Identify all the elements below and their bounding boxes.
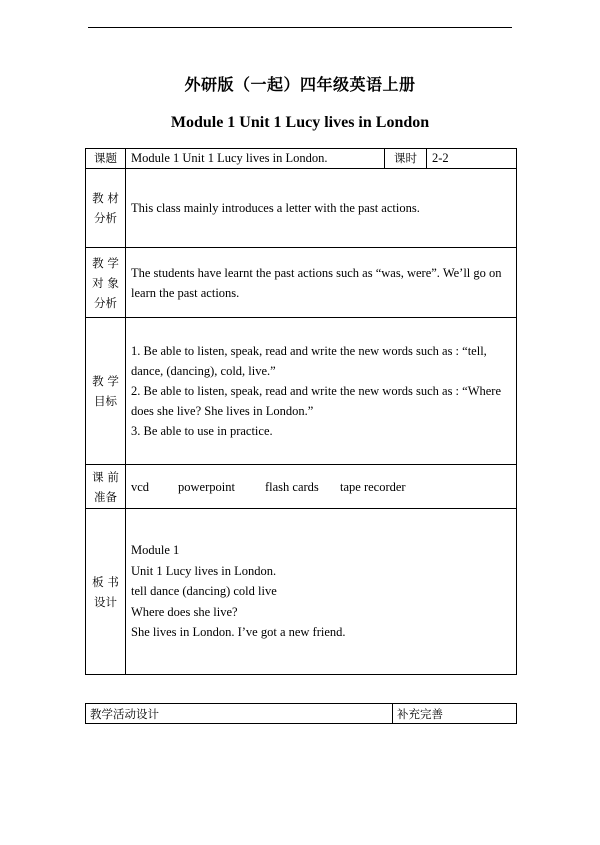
lesson-title: Module 1 Unit 1 Lucy lives in London xyxy=(170,114,430,131)
document-title: 外研版（一起）四年级英语上册 xyxy=(184,75,416,94)
prep-label-line-1: 课 前 xyxy=(92,469,119,484)
prep-items xyxy=(126,465,517,509)
material-text: This class mainly introduces a letter with the past actions. xyxy=(126,169,517,248)
students-label-line-1: 教 学 xyxy=(92,255,119,270)
board-label-line-1: 板 书 xyxy=(92,574,119,589)
prep-item: vcd xyxy=(131,479,150,494)
material-label-line-2: 分析 xyxy=(94,211,117,225)
top-rule xyxy=(88,27,512,28)
board-line: tell dance (dancing) cold live xyxy=(131,584,277,599)
students-label xyxy=(86,248,126,318)
activity-table xyxy=(85,703,517,724)
prep-item: flash cards xyxy=(265,479,319,494)
prep-row xyxy=(86,465,517,509)
material-label xyxy=(86,169,126,248)
period-value: 2-2 xyxy=(427,149,517,169)
board-line: Where does she live? xyxy=(131,604,238,619)
goal-item: 2. Be able to listen, speak, read and write the new words such as : “Where does she live? She lives in London.” xyxy=(131,384,502,418)
topic-label: 课题 xyxy=(86,149,126,169)
period-label: 课时 xyxy=(385,149,427,169)
students-label-line-3: 分析 xyxy=(94,295,117,310)
goals-row xyxy=(86,318,517,465)
students-row xyxy=(86,248,517,318)
board-label xyxy=(86,509,126,675)
prep-label xyxy=(86,465,126,509)
activity-header-row xyxy=(86,704,517,724)
prep-item: tape recorder xyxy=(340,479,406,494)
board-line: Unit 1 Lucy lives in London. xyxy=(131,563,277,578)
goals-label-line-2: 目标 xyxy=(94,394,117,408)
prep-item: powerpoint xyxy=(178,479,235,494)
goals-label xyxy=(86,318,126,465)
prep-label-line-2: 准备 xyxy=(94,489,117,504)
board-label-line-2: 设计 xyxy=(94,594,117,609)
students-text: The students have learnt the past actions such as “was, were”. We’ll go on learn the past actions. xyxy=(126,248,517,318)
lesson-plan-table xyxy=(85,148,517,675)
topic-row xyxy=(86,149,517,169)
students-label-line-2: 对 象 xyxy=(92,275,119,290)
goal-item: 3. Be able to use in practice. xyxy=(131,424,273,438)
material-row xyxy=(86,169,517,248)
goal-item: 1. Be able to listen, speak, read and write the new words such as : “tell, dance, (dancing), cold, live.” xyxy=(131,344,487,378)
material-label-line-1: 教 材 xyxy=(92,191,119,205)
board-row xyxy=(86,509,517,675)
board-line: Module 1 xyxy=(131,543,180,558)
board-line: She lives in London. I’ve got a new friend. xyxy=(131,625,346,640)
goals-label-line-1: 教 学 xyxy=(92,374,119,388)
topic-value: Module 1 Unit 1 Lucy lives in London. xyxy=(126,149,385,169)
activity-design-header: 教学活动设计 xyxy=(86,704,393,724)
activity-supplement-header: 补充完善 xyxy=(393,704,517,724)
board-text xyxy=(126,509,517,675)
goals-text xyxy=(126,318,517,465)
